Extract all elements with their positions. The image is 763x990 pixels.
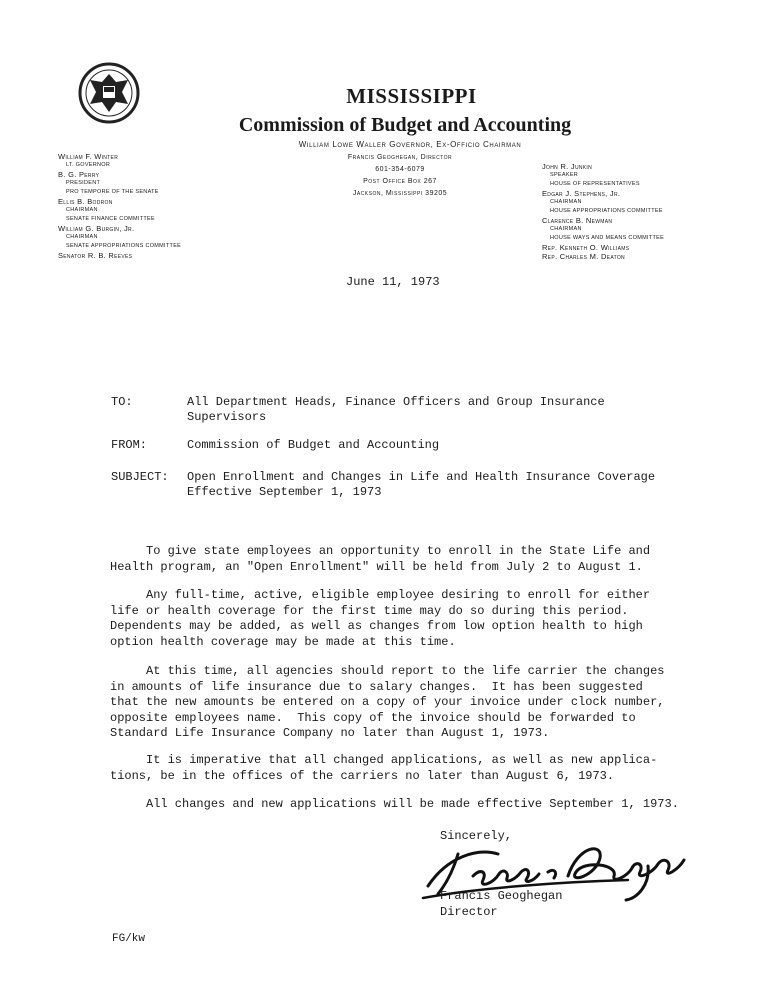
member-name: Edgar J. Stephens, Jr. [542, 189, 621, 198]
signer-title: Director [440, 904, 498, 919]
member-name: B. G. Perry [58, 170, 100, 179]
member-role: CHAIRMAN [550, 199, 582, 205]
left-members-list [58, 152, 258, 260]
member-role: SENATE APPROPRIATIONS COMMITTEE [66, 243, 182, 249]
subject-label: SUBJECT: [111, 470, 169, 484]
to-line-1: All Department Heads, Finance Officers and Group Insurance [187, 395, 605, 409]
letterhead-state: MISSISSIPPI [346, 84, 477, 108]
letterhead-commission: Commission of Budget and Accounting [238, 114, 572, 136]
paragraph-5: All changes and new applications will be made effective September 1, 1973. [110, 797, 679, 811]
subject-value [187, 470, 667, 500]
paragraph-1: To give state employees an opportunity to enroll in the State Life and Health program, an "Open Enrollment" will be held from July 2 to August 1. [110, 544, 651, 574]
signer-block [440, 889, 562, 920]
to-label: TO: [111, 395, 133, 409]
salutation: Sincerely, [440, 829, 513, 843]
member-role: LT. GOVERNOR [66, 162, 111, 168]
member-name: William G. Burgin, Jr. [58, 224, 135, 233]
member-role: PRO TEMPORE OF THE SENATE [66, 189, 159, 195]
member-name: John R. Junkin [542, 162, 593, 171]
member-role: CHAIRMAN [66, 207, 98, 213]
city-address: Jackson, Mississippi 39205 [352, 190, 448, 197]
member-role: SENATE FINANCE COMMITTEE [66, 216, 155, 222]
member-role: CHAIRMAN [66, 234, 98, 240]
po-box: Post Office Box 267 [363, 178, 437, 185]
subject-line-2: Effective September 1, 1973 [187, 485, 382, 499]
member-name: Ellis B. Bodron [58, 197, 113, 206]
letter-date: June 11, 1973 [346, 275, 440, 289]
from-label: FROM: [111, 438, 148, 452]
paragraph-2: Any full-time, active, eligible employee desiring to enroll for either life or health coverage for the first time may do so during this period. Dependents may be added, as well as changes from low option health to high option health coverage may be made at this time. [110, 588, 651, 649]
member-role: HOUSE WAYS AND MEANS COMMITTEE [550, 235, 665, 241]
member-name: William F. Winter [58, 152, 119, 161]
member-name: Senator R. B. Reeves [58, 251, 133, 260]
subject-line-1: Open Enrollment and Changes in Life and Health Insurance Coverage [187, 470, 656, 484]
right-members-list [542, 162, 742, 261]
typist-initials: FG/kw [112, 933, 146, 945]
member-role: HOUSE APPROPRIATIONS COMMITTEE [550, 208, 663, 214]
member-role: PRESIDENT [66, 180, 101, 186]
paragraph-3: At this time, all agencies should report to the life carrier the changes in amounts of life insurance due to salary changes. It has been suggested that the new amounts be entered on a copy of your invoice under clock number, opposite employees name. This copy of the invoice should be forwarded to Standard Life Insurance Company no later than August 1, 1973. [110, 664, 665, 740]
member-name: Rep. Kenneth O. Williams [542, 243, 630, 252]
to-value [187, 395, 667, 425]
member-name: Clarence B. Newman [542, 216, 613, 225]
member-role: HOUSE OF REPRESENTATIVES [550, 181, 640, 187]
signer-name: Francis Geoghegan [440, 889, 563, 903]
paragraph-4: It is imperative that all changed applications, as well as new applica- tions, be in the offices of the carriers no later than August 6, 1973. [110, 753, 658, 783]
member-name: Rep. Charles M. Deaton [542, 252, 625, 261]
letterhead-governor: William Lowe Waller Governor, Ex-Officio Chairman [298, 140, 522, 149]
director-line: Francis Geoghegan, Director [347, 154, 453, 161]
from-value: Commission of Budget and Accounting [187, 438, 440, 452]
letterhead-contact [300, 152, 500, 200]
phone-number: 601-354-6079 [375, 166, 425, 173]
member-role: SPEAKER [550, 172, 579, 178]
member-role: CHAIRMAN [550, 226, 582, 232]
to-line-2: Supervisors [187, 410, 267, 424]
